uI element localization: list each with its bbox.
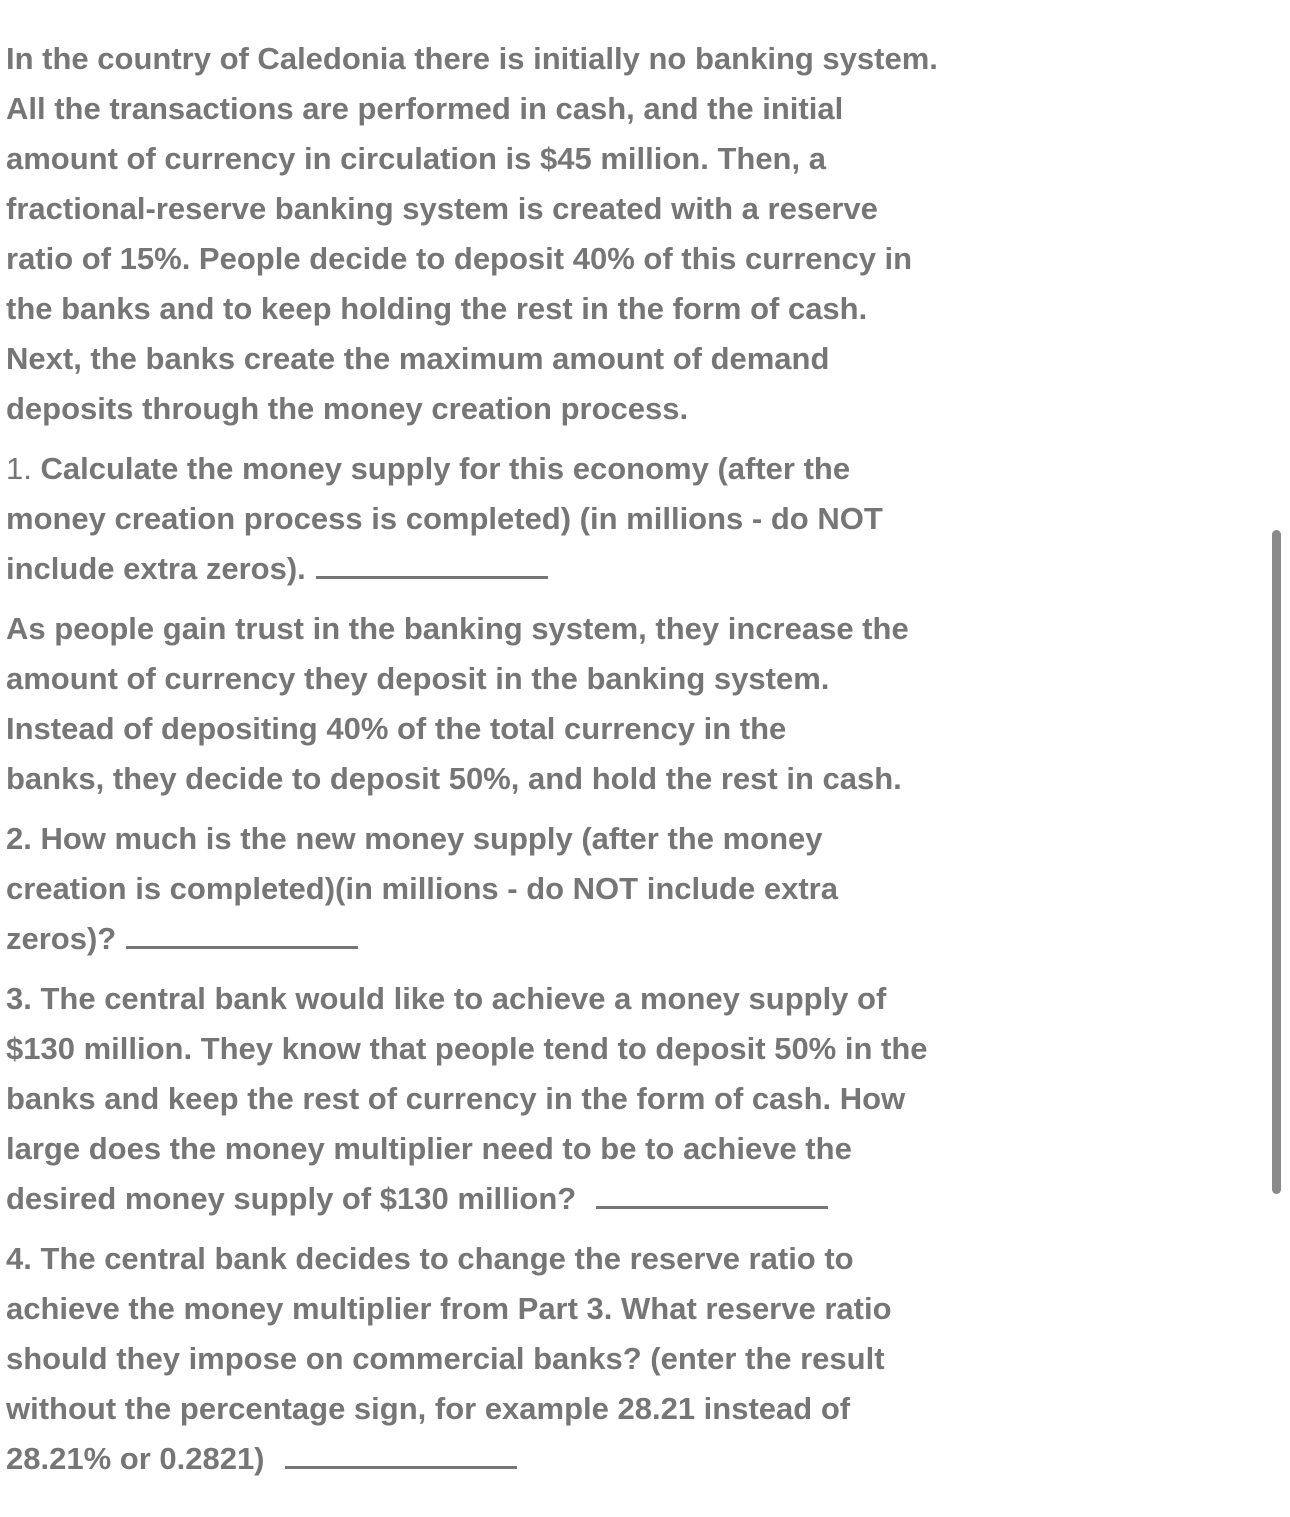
question-4-text: 4. The central bank decides to change the reserve ratio to achieve the money multiplier from Part 3. What reserve ratio should they impose on commercial banks? (enter the result without the percentage sign, for example 28.21 instead of 28.21% or 0.2821) bbox=[6, 1241, 892, 1476]
answer-blank-4[interactable] bbox=[285, 1446, 517, 1469]
answer-blank-2[interactable] bbox=[126, 926, 358, 949]
question-3 bbox=[6, 974, 1116, 1224]
answer-blank-3[interactable] bbox=[596, 1186, 828, 1209]
question-1-number: 1. bbox=[6, 451, 32, 486]
answer-blank-1[interactable] bbox=[316, 556, 548, 579]
question-3-text: 3. The central bank would like to achieve a money supply of $130 million. They know that people tend to deposit 50% in the banks and keep the rest of currency in the form of cash. How large does the money multiplier need to be to achieve the desired money supply of $130 million? bbox=[6, 981, 928, 1216]
question-1 bbox=[6, 444, 1116, 594]
context-paragraph: As people gain trust in the banking system, they increase the amount of currency they deposit in the banking system. Instead of depositing 40% of the total currency in the banks, they decide to deposit 50%, and hold the rest in cash. bbox=[6, 611, 909, 796]
question-2-text: 2. How much is the new money supply (after the money creation is completed)(in millions - do NOT include extra zeros)? bbox=[6, 821, 838, 956]
question-1-text: Calculate the money supply for this economy (after the money creation process is completed) (in millions - do NOT include extra zeros). bbox=[6, 451, 883, 586]
question-2 bbox=[6, 814, 1116, 964]
question-4 bbox=[6, 1234, 1116, 1484]
intro-paragraph: In the country of Caledonia there is initially no banking system. All the transactions are performed in cash, and the initial amount of currency in circulation is $45 million. Then, a fractional-reserve banking system is created with a reserve ratio of 15%. People decide to deposit 40% of this currency in the banks and to keep holding the rest in the form of cash. Next, the banks create the maximum amount of demand deposits through the money creation process. bbox=[6, 41, 938, 426]
vertical-scrollbar[interactable] bbox=[1272, 530, 1281, 1194]
question-content bbox=[6, 34, 1116, 1494]
